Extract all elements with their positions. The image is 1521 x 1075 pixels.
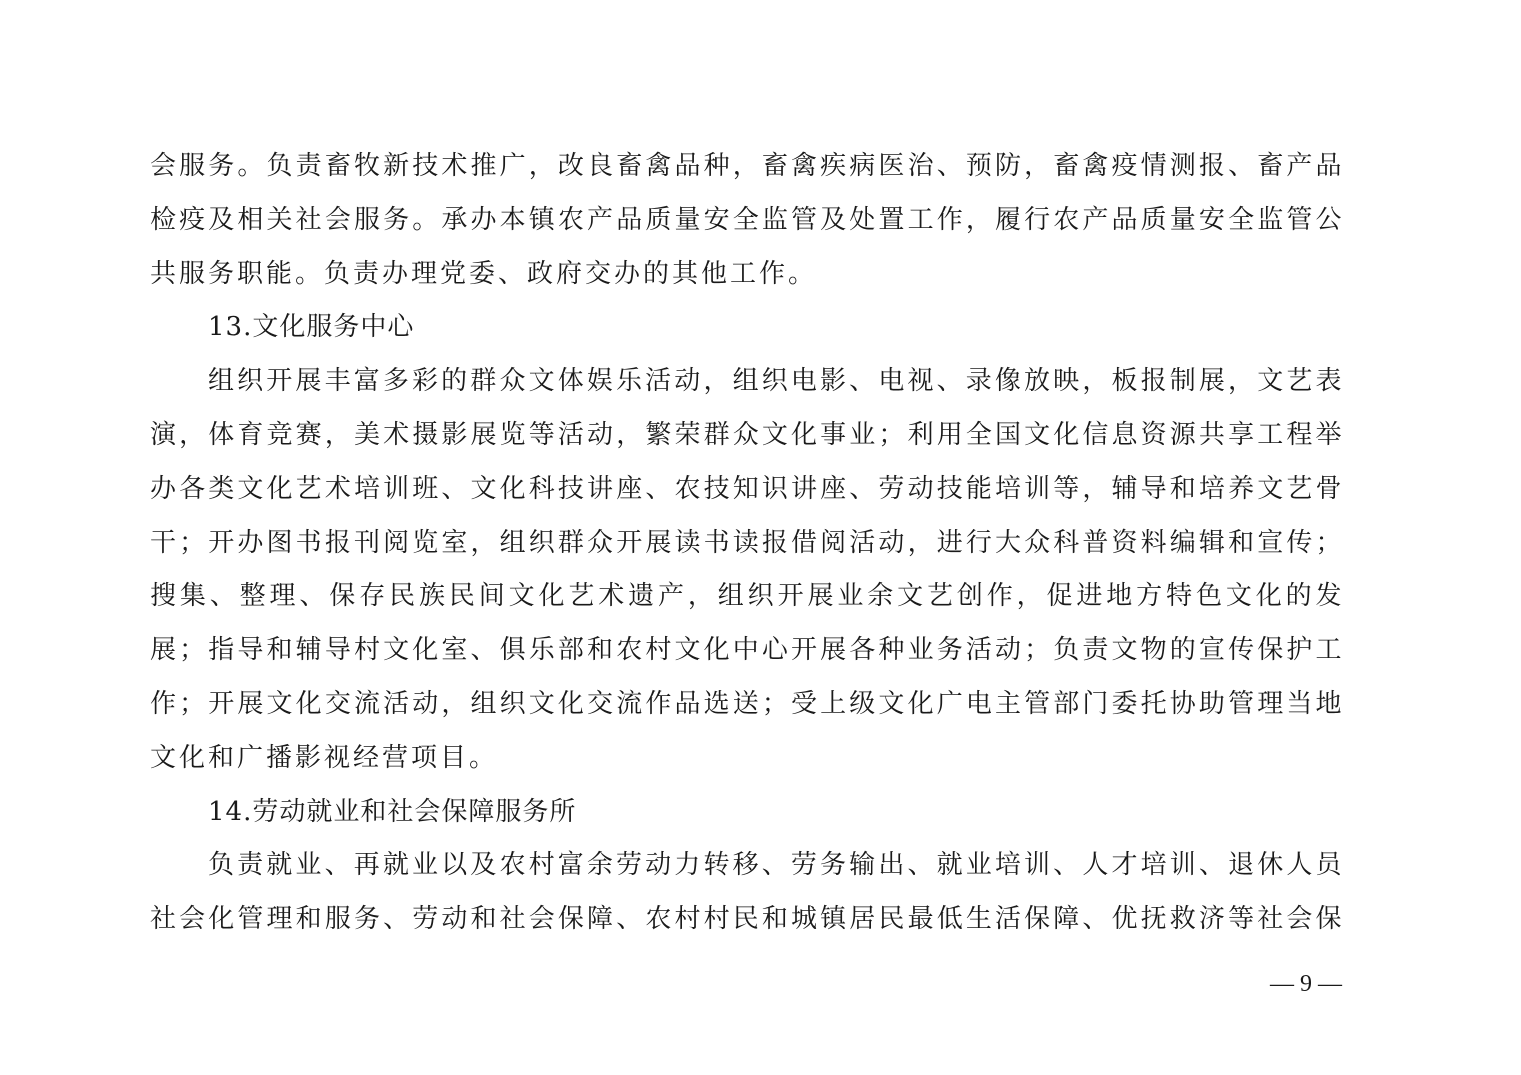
text-line: 检疫及相关社会服务。承办本镇农产品质量安全监管及处置工作，履行农产品质量安全监管公 xyxy=(150,204,1342,235)
section-heading-14: 14.劳动就业和社会保障服务所 xyxy=(208,796,577,827)
page-number: — 9 — xyxy=(1270,971,1342,997)
text-line: 搜集、整理、保存民族民间文化艺术遗产，组织开展业余文艺创作，促进地方特色文化的发 xyxy=(150,581,1342,612)
text-line: 办各类文化艺术培训班、文化科技讲座、农技知识讲座、劳动技能培训等，辅导和培养文艺骨 xyxy=(150,473,1342,504)
text-line: 负责就业、再就业以及农村富余劳动力转移、劳务输出、就业培训、人才培训、退休人员 xyxy=(208,850,1342,881)
text-line: 社会化管理和服务、劳动和社会保障、农村村民和城镇居民最低生活保障、优抚救济等社会保 xyxy=(150,904,1342,935)
text-line: 文化和广播影视经营项目。 xyxy=(150,742,499,773)
text-line: 作；开展文化交流活动，组织文化交流作品选送；受上级文化广电主管部门委托协助管理当地 xyxy=(150,688,1342,719)
text-line: 会服务。负责畜牧新技术推广，改良畜禽品种，畜禽疾病医治、预防，畜禽疫情测报、畜产品 xyxy=(150,151,1342,181)
section-heading-13: 13.文化服务中心 xyxy=(208,312,415,343)
text-line: 组织开展丰富多彩的群众文体娱乐活动，组织电影、电视、录像放映，板报制展，文艺表 xyxy=(208,366,1342,397)
text-line: 干；开办图书报刊阅览室，组织群众开展读书读报借阅活动，进行大众科普资料编辑和宣传； xyxy=(150,527,1342,558)
body-text xyxy=(150,140,1342,947)
text-line: 展；指导和辅导村文化室、俱乐部和农村文化中心开展各种业务活动；负责文物的宣传保护工 xyxy=(150,635,1342,666)
text-line: 共服务职能。负责办理党委、政府交办的其他工作。 xyxy=(150,258,818,289)
text-line: 演，体育竞赛，美术摄影展览等活动，繁荣群众文化事业；利用全国文化信息资源共享工程举 xyxy=(150,419,1342,450)
